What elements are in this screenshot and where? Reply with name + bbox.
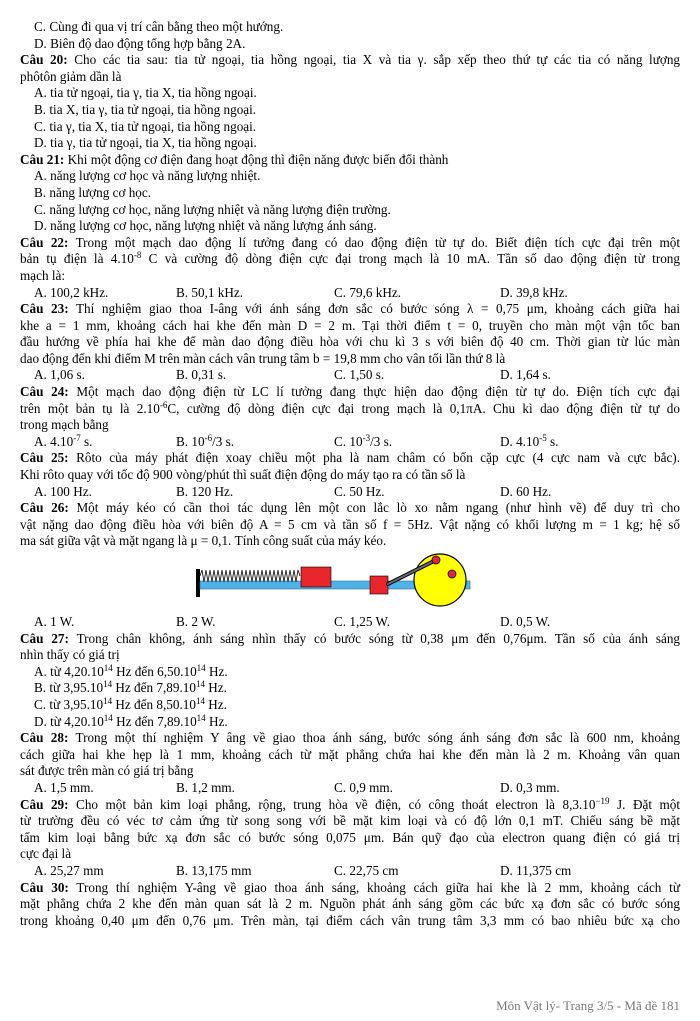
option-a: A. 1,06 s.	[34, 367, 85, 383]
question-label: Câu 21:	[20, 151, 65, 167]
option-d: D. 0,3 mm.	[500, 779, 560, 795]
answer-row	[20, 434, 680, 451]
question-stem: C và cường độ dòng điện cực đại trong mạch là 10 mA. Tần số dao động điện từ trong	[141, 251, 680, 267]
question-stem: Cho một bản kim loại phẳng, rộng, trung hòa về điện, có công thoát electron là 8,3.10	[76, 796, 596, 812]
question-stem: bản tụ điện là 4.10	[20, 251, 134, 267]
question-stem: mạch là:	[20, 267, 66, 283]
question-label: Câu 27:	[20, 630, 69, 646]
question-label: Câu 30:	[20, 879, 69, 895]
option-c: C. 1,25 W.	[334, 614, 391, 629]
option-text: A. 4.10	[34, 433, 74, 449]
option-text: Hz.	[204, 680, 227, 696]
option-c: C. 1,50 s.	[334, 367, 385, 383]
answer-row	[20, 367, 680, 384]
question-21	[20, 152, 680, 235]
question-stem: mặt phẳng chứa 2 khe đến màn quan sát là 2 m. Nguồn phát ánh sáng gồm các bức xạ đơn sắc có bước sóng	[20, 896, 680, 912]
option-d: D. 60 Hz.	[500, 483, 552, 499]
option-text: Hz đến 7,89.10	[112, 680, 196, 696]
spring-pendulum-figure	[20, 552, 680, 610]
option-text: B. 10	[176, 433, 205, 449]
option-text: C. 10	[334, 433, 363, 449]
option-a: A. 100 Hz.	[34, 483, 92, 499]
wall	[196, 569, 200, 597]
option-b: B. 120 Hz.	[176, 483, 234, 499]
question-stem: tấm kim loại bằng bức xạ đơn sắc có bước sóng 0,075 μm. Bán quỹ đạo của electron quang điện có giá trị	[20, 829, 680, 845]
option-text: s.	[80, 433, 93, 449]
option-text: /3 s.	[370, 433, 393, 449]
question-30	[20, 880, 680, 930]
option-text: Hz đến 6,50.10	[112, 663, 197, 679]
question-22	[20, 235, 680, 301]
question-stem: dao động đến khi điểm M trên màn cách vân trung tâm b = 19,8 mm cho vân tối lần thứ 8 là	[20, 350, 506, 366]
question-stem: từ trường đều có véc tơ cảm ứng từ song song với bề mặt kim loại và có độ lớn 0,1 mT. Chiếu sáng bề mặt	[20, 813, 680, 829]
exponent: 14	[196, 712, 206, 723]
question-28	[20, 730, 680, 796]
question-stem: Rôto của máy phát điện xoay chiều một pha là nam châm có bốn cặp cực (4 cực nam và cực bắc).	[76, 450, 680, 466]
question-label: Câu 20:	[20, 52, 68, 68]
question-label: Câu 25:	[20, 450, 69, 466]
option-d: D. 11,375 cm	[500, 862, 572, 878]
answer-row	[20, 780, 680, 797]
option-text: Hz.	[205, 713, 228, 729]
option-b	[20, 680, 680, 697]
question-25	[20, 450, 680, 500]
option-text: Hz.	[205, 663, 228, 679]
question-stem: J. Đặt một	[609, 796, 680, 812]
question-label: Câu 26:	[20, 500, 69, 516]
exponent: -7	[73, 432, 81, 443]
option-b: B. 50,1 kHz.	[176, 284, 244, 300]
question-26	[20, 500, 680, 630]
option-d: D. tia γ, tia tử ngoại, tia X, tia hồng ngoại.	[34, 135, 257, 151]
page-footer: Môn Vật lý- Trang 3/5 - Mã đề 181	[496, 998, 680, 1013]
option-b: B. 1,2 mm.	[176, 779, 235, 795]
option-d	[20, 714, 680, 731]
option-c: C. năng lượng cơ học, năng lượng nhiệt và năng lượng điện trường.	[34, 201, 391, 217]
option-a: A. 25,27 mm	[34, 862, 104, 878]
question-stem: C, cường độ dòng điện cực đại trong mạch là 0,1πA. Chu kì dao động điện từ tự do	[167, 400, 680, 416]
option-b: B. 13,175 mm	[176, 862, 252, 878]
option-b	[176, 434, 334, 451]
exponent: -8	[133, 250, 142, 261]
exponent: -6	[204, 432, 213, 443]
question-stem: Một máy kéo có cần thoi tác dụng lên một con lắc lò xo nằm ngang (như hình vẽ) để duy trì cho	[76, 500, 680, 516]
option-text: /3 s.	[212, 433, 235, 449]
option-d: D. năng lượng cơ học, năng lượng nhiệt và năng lượng ánh sáng.	[34, 218, 377, 234]
machine-diagram	[20, 552, 680, 610]
question-stem: sát được trên màn có giá trị bằng	[20, 763, 194, 779]
exam-page	[20, 19, 680, 929]
question-stem: trên một bản tụ là 2.10	[20, 400, 160, 416]
option-a	[20, 434, 176, 451]
option-c: C. 50 Hz.	[334, 483, 385, 499]
question-24	[20, 384, 680, 450]
exponent: -3	[362, 432, 371, 443]
exponent: −19	[595, 795, 610, 806]
question-stem: Trong một mạch dao động lí tưởng đang có dao động điện từ tự do. Biết điện tích cực đại trên một	[75, 234, 680, 250]
option-c: C. tia γ, tia X, tia tử ngoại, tia hồng ngoại.	[34, 118, 257, 134]
option-b: B. tia X, tia γ, tia tử ngoại, tia hồng ngoại.	[34, 101, 257, 117]
question-stem: trong khoảng 0,40 μm đến 0,76 μm. Trên màn, tại điểm cách vân trung tâm 3,3 mm có bao nhiêu bức xạ cho	[20, 912, 680, 928]
option-c: C. 0,9 mm.	[334, 779, 393, 795]
question-stem: trong mạch bằng	[20, 417, 109, 433]
question-stem: nhìn thấy có giá trị	[20, 647, 120, 663]
option-text: B. từ 3,95.10	[34, 680, 104, 696]
exponent: 14	[196, 662, 206, 673]
prev-option-c: C. Cùng đi qua vị trí cân bằng theo một hướng.	[34, 19, 284, 34]
option-a: A. tia tử ngoại, tia γ, tia X, tia hồng ngoại.	[34, 85, 257, 101]
question-20	[20, 52, 680, 152]
exponent: 14	[103, 662, 113, 673]
option-text: C. từ 3,95.10	[34, 696, 104, 712]
prev-option-d: D. Biên độ dao động tổng hợp bằng 2A.	[34, 35, 246, 51]
question-stem: ma sát giữa vật và mặt ngang là μ = 0,1. Tính công suất của máy kéo.	[20, 533, 387, 549]
question-stem: Một mạch dao động điện từ LC lí tưởng đang thực hiện dao động điện từ tự do. Điện tích cực đại	[76, 384, 681, 400]
answer-row	[20, 863, 680, 880]
option-a	[20, 664, 680, 681]
option-text: D. 4.10	[500, 433, 540, 449]
collar-block	[370, 576, 388, 594]
spring	[200, 570, 300, 582]
exponent: 14	[195, 695, 205, 706]
option-b: B. 2 W.	[176, 614, 216, 629]
answer-row	[20, 285, 680, 302]
question-stem: đầu hướng về phía hai khe để màn dao động điều hòa với chu kì 3 s với biên độ 40 cm. Thời gian từ lúc màn	[20, 334, 680, 350]
option-text: A. từ 4,20.10	[34, 663, 104, 679]
answer-row	[20, 614, 680, 631]
exponent: 14	[103, 712, 113, 723]
question-stem: Trong chân không, ánh sáng nhìn thấy có bước sóng từ 0,38 μm đến 0,76μm. Tần số của ánh sáng	[76, 630, 681, 646]
question-label: Câu 29:	[20, 796, 69, 812]
option-a: A. năng lượng cơ học và năng lượng nhiệt.	[34, 168, 261, 184]
question-27	[20, 631, 680, 731]
option-b: B. 0,31 s.	[176, 367, 227, 383]
question-label: Câu 28:	[20, 730, 69, 746]
question-stem: Thí nghiệm giao thoa I-âng với ánh sáng đơn sắc có bước sóng λ = 0,75 μm, khoảng cách giữa hai	[75, 301, 681, 317]
option-c: C. 79,6 kHz.	[334, 284, 402, 300]
option-d	[500, 434, 680, 451]
question-label: Câu 24:	[20, 384, 69, 400]
question-stem: Cho các tia sau: tia tử ngoại, tia hồng ngoại, tia X và tia γ. sắp xếp theo thứ tự các tia có năng lượng	[74, 52, 681, 68]
wheel-axle	[448, 570, 456, 578]
exponent: 14	[103, 695, 113, 706]
option-a: A. 1 W.	[34, 614, 75, 629]
option-text: Hz đến 7,89.10	[112, 713, 197, 729]
question-stem: cách giữa hai khe hẹp là 1 mm, khoảng cách từ mặt phẳng chứa hai khe đến màn là 2 m. Khoảng vân quan	[20, 746, 680, 762]
question-29	[20, 797, 680, 880]
question-stem: cực đại là	[20, 846, 72, 862]
crank-pin	[432, 556, 440, 564]
question-label: Câu 22:	[20, 234, 69, 250]
question-stem: Khi một động cơ điện đang hoạt động thì điện năng được biến đổi thành	[67, 151, 449, 167]
question-stem: phôtôn giảm dần là	[20, 68, 122, 84]
weight-block	[301, 567, 331, 587]
question-stem: Trong một thí nghiệm Y âng về giao thoa ánh sáng, bước sóng ánh sáng đơn sắc là 600 nm, khoảng	[75, 730, 681, 746]
question-stem: vật nặng dao động điều hòa với biên độ A = 5 cm và tần số f = 5Hz. Vật nặng có khối lượng m = 1 kg; hệ số	[20, 516, 680, 532]
option-text: D. từ 4,20.10	[34, 713, 104, 729]
option-d: D. 1,64 s.	[500, 367, 551, 383]
option-d: D. 0,5 W.	[500, 614, 551, 629]
option-d: D. 39,8 kHz.	[500, 284, 568, 300]
question-stem: Khi rôto quay với tốc độ 900 vòng/phút thì suất điện động do máy tạo ra có tần số là	[20, 467, 466, 483]
option-a: A. 1,5 mm.	[34, 779, 94, 795]
exponent: -5	[539, 432, 547, 443]
option-c: C. 22,75 cm	[334, 862, 399, 878]
exponent: 14	[195, 679, 205, 690]
option-b: B. năng lượng cơ học.	[34, 184, 152, 200]
question-label: Câu 23:	[20, 301, 69, 317]
exponent: 14	[103, 679, 113, 690]
option-c	[20, 697, 680, 714]
answer-row	[20, 484, 680, 501]
option-text: Hz.	[204, 696, 227, 712]
option-a: A. 100,2 kHz.	[34, 284, 109, 300]
option-text: s.	[546, 433, 559, 449]
question-23	[20, 301, 680, 384]
question-stem: khe a = 1 mm, khoảng cách hai khe đến màn D = 2 m. Tại thời điểm t = 0, truyền cho màn một vận tốc ban	[20, 317, 680, 333]
option-text: Hz đến 8,50.10	[112, 696, 196, 712]
exponent: -6	[159, 399, 168, 410]
option-c	[334, 434, 500, 451]
question-stem: Trong thí nghiệm Y-âng về giao thoa ánh sáng, khoảng cách giữa hai khe là 2 mm, khoảng cách từ	[76, 879, 680, 895]
